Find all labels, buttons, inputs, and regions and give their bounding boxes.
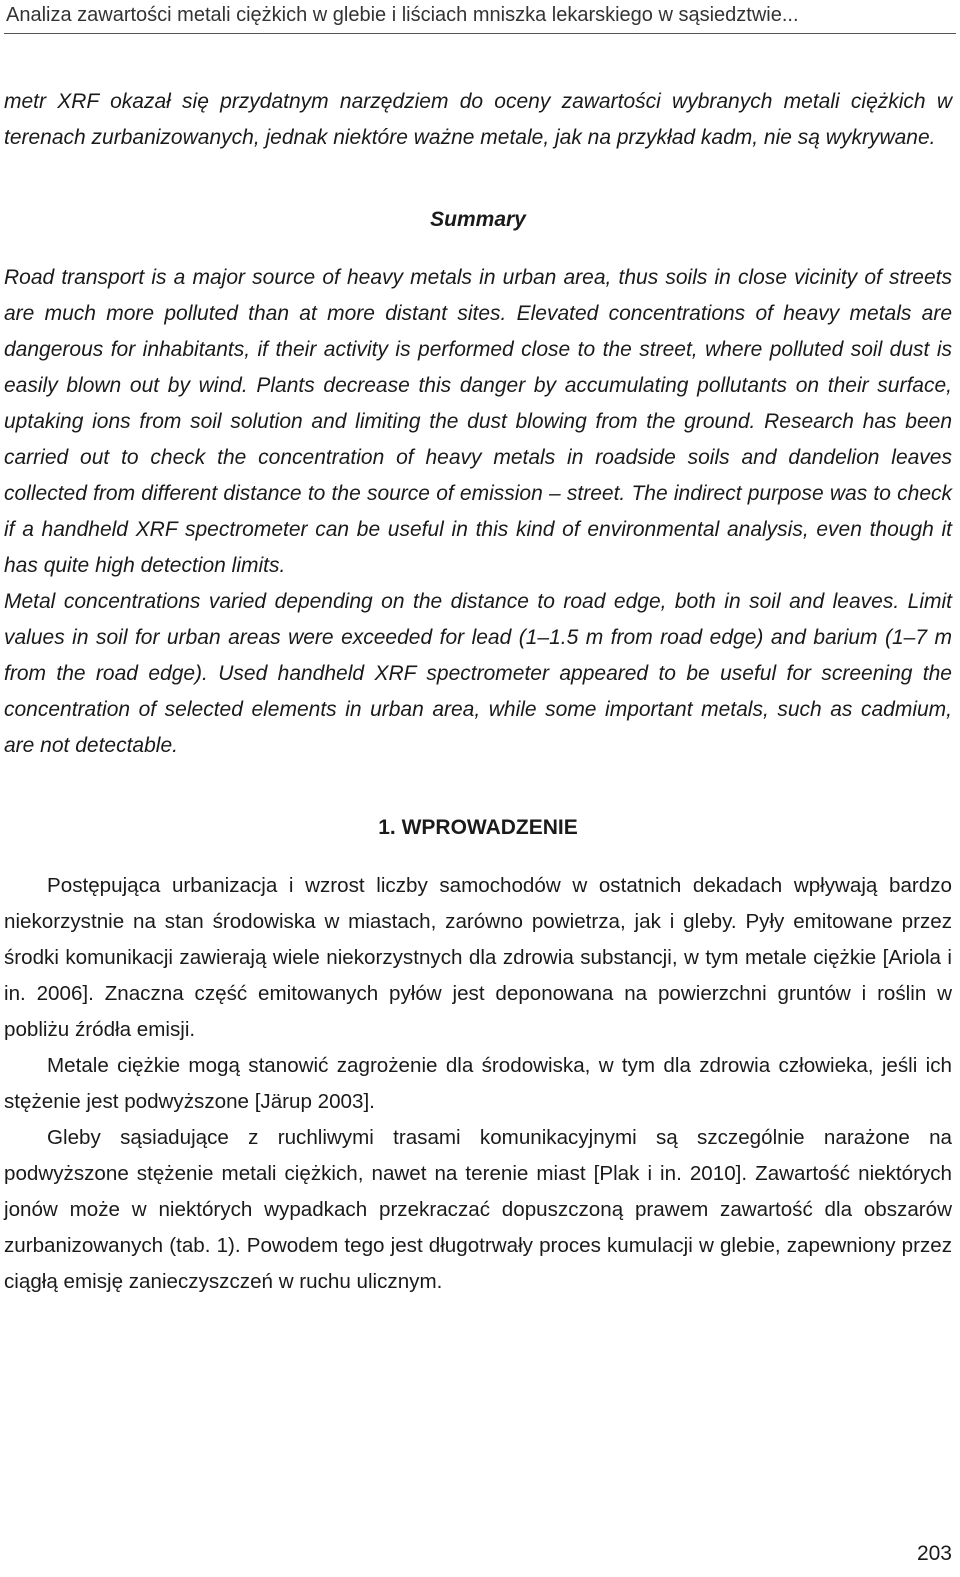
spacer [4, 764, 952, 810]
header-rule [4, 33, 956, 34]
summary-paragraph-2: Metal concentrations varied depending on the distance to road edge, both in soil and leaves. Limit values in soil for urban areas were exceeded for lead (1–1.5 m from road edge) and barium (1–7 m from the road edge). Used handheld XRF spectrometer appeared to be useful for screening the concentration of selected elements in urban area, while some important metals, such as cadmium, are not detectable. [4, 590, 952, 757]
page-number: 203 [916, 1542, 952, 1565]
spacer [4, 238, 952, 260]
spacer [4, 846, 952, 868]
running-header: Analiza zawartości metali ciężkich w glebie i liściach mniszka lekarskiego w sąsiedztwie... [6, 4, 799, 26]
intro-paragraph-3: Gleby sąsiadujące z ruchliwymi trasami komunikacyjnymi są szczególnie narażone na podwyższone stężenie metali ciężkich, nawet na terenie miast [Plak i in. 2010]. Zawartość niektórych jonów może w niektórych wypadkach przekraczać dopuszczoną prawem zawartość dla obszarów zurbanizowanych (tab. 1). Powodem tego jest długotrwały proces kumulacji w glebie, zapewniony przez ciągłą emisję zanieczyszczeń w ruchu ulicznym. [4, 1126, 952, 1293]
intro-paragraph-2: Metale ciężkie mogą stanowić zagrożenie dla środowiska, w tym dla zdrowia człowieka, jeśli ich stężenie jest podwyższone [Järup 2003]. [4, 1054, 952, 1113]
page-content [4, 84, 952, 1300]
summary-paragraph-1: Road transport is a major source of heavy metals in urban area, thus soils in close vicinity of streets are much more polluted than at more distant sites. Elevated concentrations of heavy metals are dangerous for inhabitants, if their activity is performed close to the street, where polluted soil dust is easily blown out by wind. Plants decrease this danger by accumulating pollutants on their surface, uptaking ions from soil solution and limiting the dust blowing from the ground. Research has been carried out to check the concentration of heavy metals in roadside soils and dandelion leaves collected from different distance to the source of emission – street. The indirect purpose was to check if a handheld XRF spectrometer can be useful in this kind of environmental analysis, even though it has quite high detection limits. [4, 266, 952, 577]
section-title-introduction: 1. WPROWADZENIE [378, 816, 578, 839]
abstract-pl-tail: metr XRF okazał się przydatnym narzędziem do oceny zawartości wybranych metali ciężkich w terenach zurbanizowanych, jednak niektóre ważne metale, jak na przykład kadm, nie są wykrywane. [4, 90, 952, 149]
intro-paragraph-1: Postępująca urbanizacja i wzrost liczby samochodów w ostatnich dekadach wpływają bardzo niekorzystnie na stan środowiska w miastach, zarówno powietrza, jak i gleby. Pyły emitowane przez środki komunikacji zawierają wiele niekorzystnych dla zdrowia substancji, w tym metale ciężkie [Ariola i in. 2006]. Znaczna część emitowanych pyłów jest deponowana na powierzchni gruntów i roślin w pobliżu źródła emisji. [4, 874, 952, 1041]
spacer [4, 156, 952, 202]
summary-title: Summary [430, 208, 526, 231]
